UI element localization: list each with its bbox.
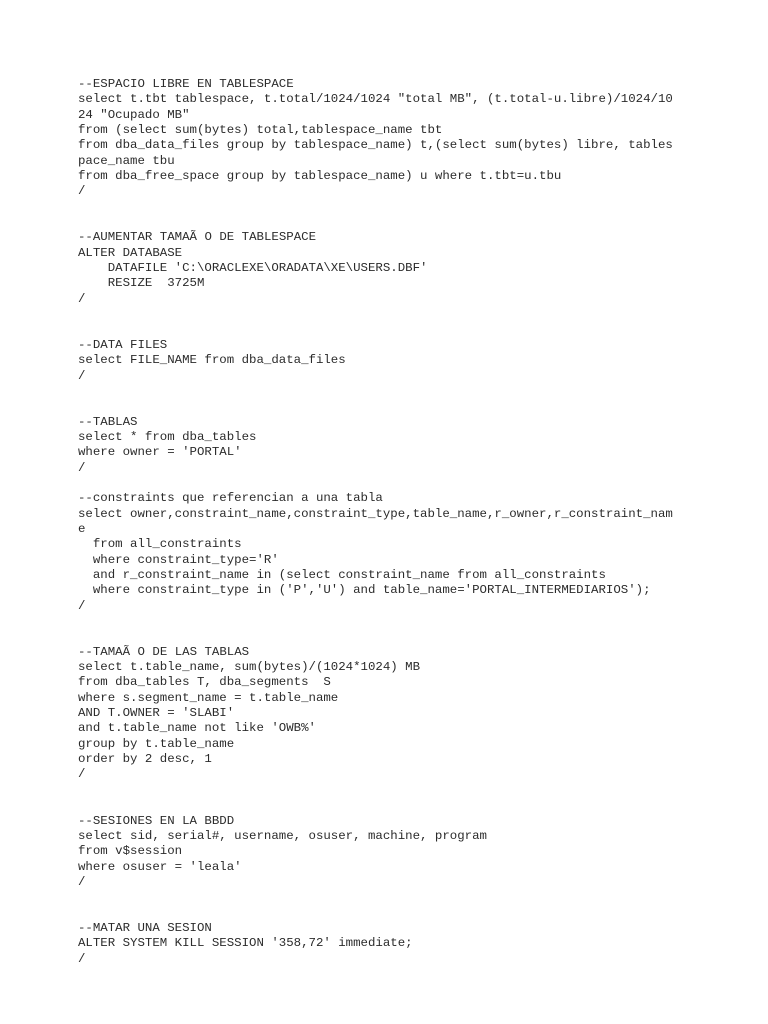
- sql-line: from v$session: [78, 844, 183, 859]
- sql-line: where constraint_type='R': [78, 552, 279, 567]
- sql-terminator: /: [78, 368, 86, 383]
- blank-line: [78, 215, 698, 230]
- sql-line: 24 "Ocupado MB": [78, 107, 190, 122]
- sql-line: from all_constraints: [78, 537, 242, 552]
- sql-terminator: /: [78, 874, 86, 889]
- blank-line: [78, 890, 698, 905]
- sql-line: select t.table_name, sum(bytes)/(1024*1024) MB: [78, 660, 421, 675]
- sql-comment-tamano-tablas: --TAMAÃO DE LAS TABLAS: [78, 644, 250, 659]
- sql-line: select owner,constraint_name,constraint_type,table_name,r_owner,r_constraint_nam: [78, 506, 673, 521]
- sql-line: where constraint_type in ('P','U') and table_name='PORTAL_INTERMEDIARIOS');: [78, 583, 651, 598]
- blank-line: [78, 399, 698, 414]
- sql-line: from dba_tables T, dba_segments S: [78, 675, 331, 690]
- blank-line: [78, 384, 698, 399]
- sql-line: where owner = 'PORTAL': [78, 445, 242, 460]
- sql-comment-aumentar-tamano: --AUMENTAR TAMAÃO DE TABLESPACE: [78, 230, 317, 245]
- sql-line: DATAFILE 'C:\ORACLEXE\ORADATA\XE\USERS.DBF': [78, 261, 428, 276]
- sql-line: select sid, serial#, username, osuser, machine, program: [78, 828, 487, 843]
- sql-line: and t.table_name not like 'OWB%': [78, 721, 316, 736]
- sql-line: order by 2 desc, 1: [78, 752, 212, 767]
- sql-terminator: /: [78, 767, 86, 782]
- document-page: [78, 77, 698, 967]
- sql-line: where osuser = 'leala': [78, 859, 242, 874]
- sql-line: from dba_free_space group by tablespace_name) u where t.tbt=u.tbu: [78, 169, 562, 184]
- blank-line: [78, 307, 698, 322]
- sql-line: ALTER DATABASE: [78, 245, 183, 260]
- sql-comment-constraints: --constraints que referencian a una tabla: [78, 491, 383, 506]
- sql-line: select FILE_NAME from dba_data_files: [78, 353, 346, 368]
- sql-line: RESIZE 3725M: [78, 276, 205, 291]
- sql-terminator: /: [78, 291, 86, 306]
- blank-line: [78, 798, 698, 813]
- sql-comment-data-files: --DATA FILES: [78, 337, 168, 352]
- sql-comment-tablas: --TABLAS: [78, 414, 138, 429]
- blank-line: [78, 614, 698, 629]
- sql-line: pace_name tbu: [78, 153, 175, 168]
- sql-line: e: [78, 521, 86, 536]
- sql-line: from dba_data_files group by tablespace_name) t,(select sum(bytes) libre, tables: [78, 138, 673, 153]
- sql-line: AND T.OWNER = 'SLABI': [78, 706, 235, 721]
- blank-line: [78, 906, 698, 921]
- sql-terminator: /: [78, 598, 86, 613]
- blank-line: [78, 629, 698, 644]
- sql-terminator: /: [78, 460, 86, 475]
- sql-comment-espacio-libre: --ESPACIO LIBRE EN TABLESPACE: [78, 77, 294, 91]
- blank-line: [78, 200, 698, 215]
- blank-line: [78, 476, 698, 491]
- sql-line: where s.segment_name = t.table_name: [78, 690, 339, 705]
- sql-line: ALTER SYSTEM KILL SESSION '358,72' immediate;: [78, 936, 413, 951]
- sql-line: select t.tbt tablespace, t.total/1024/1024 "total MB", (t.total-u.libre)/1024/10: [78, 92, 673, 107]
- sql-line: and r_constraint_name in (select constraint_name from all_constraints: [78, 568, 606, 582]
- sql-line: group by t.table_name: [78, 736, 235, 751]
- sql-comment-matar-sesion: --MATAR UNA SESION: [78, 920, 212, 935]
- blank-line: [78, 323, 698, 338]
- blank-line: [78, 783, 698, 798]
- sql-line: from (select sum(bytes) total,tablespace_name tbt: [78, 123, 443, 138]
- sql-terminator: /: [78, 184, 86, 199]
- sql-terminator: /: [78, 951, 86, 966]
- sql-comment-sesiones: --SESIONES EN LA BBDD: [78, 813, 235, 828]
- sql-line: select * from dba_tables: [78, 429, 257, 444]
